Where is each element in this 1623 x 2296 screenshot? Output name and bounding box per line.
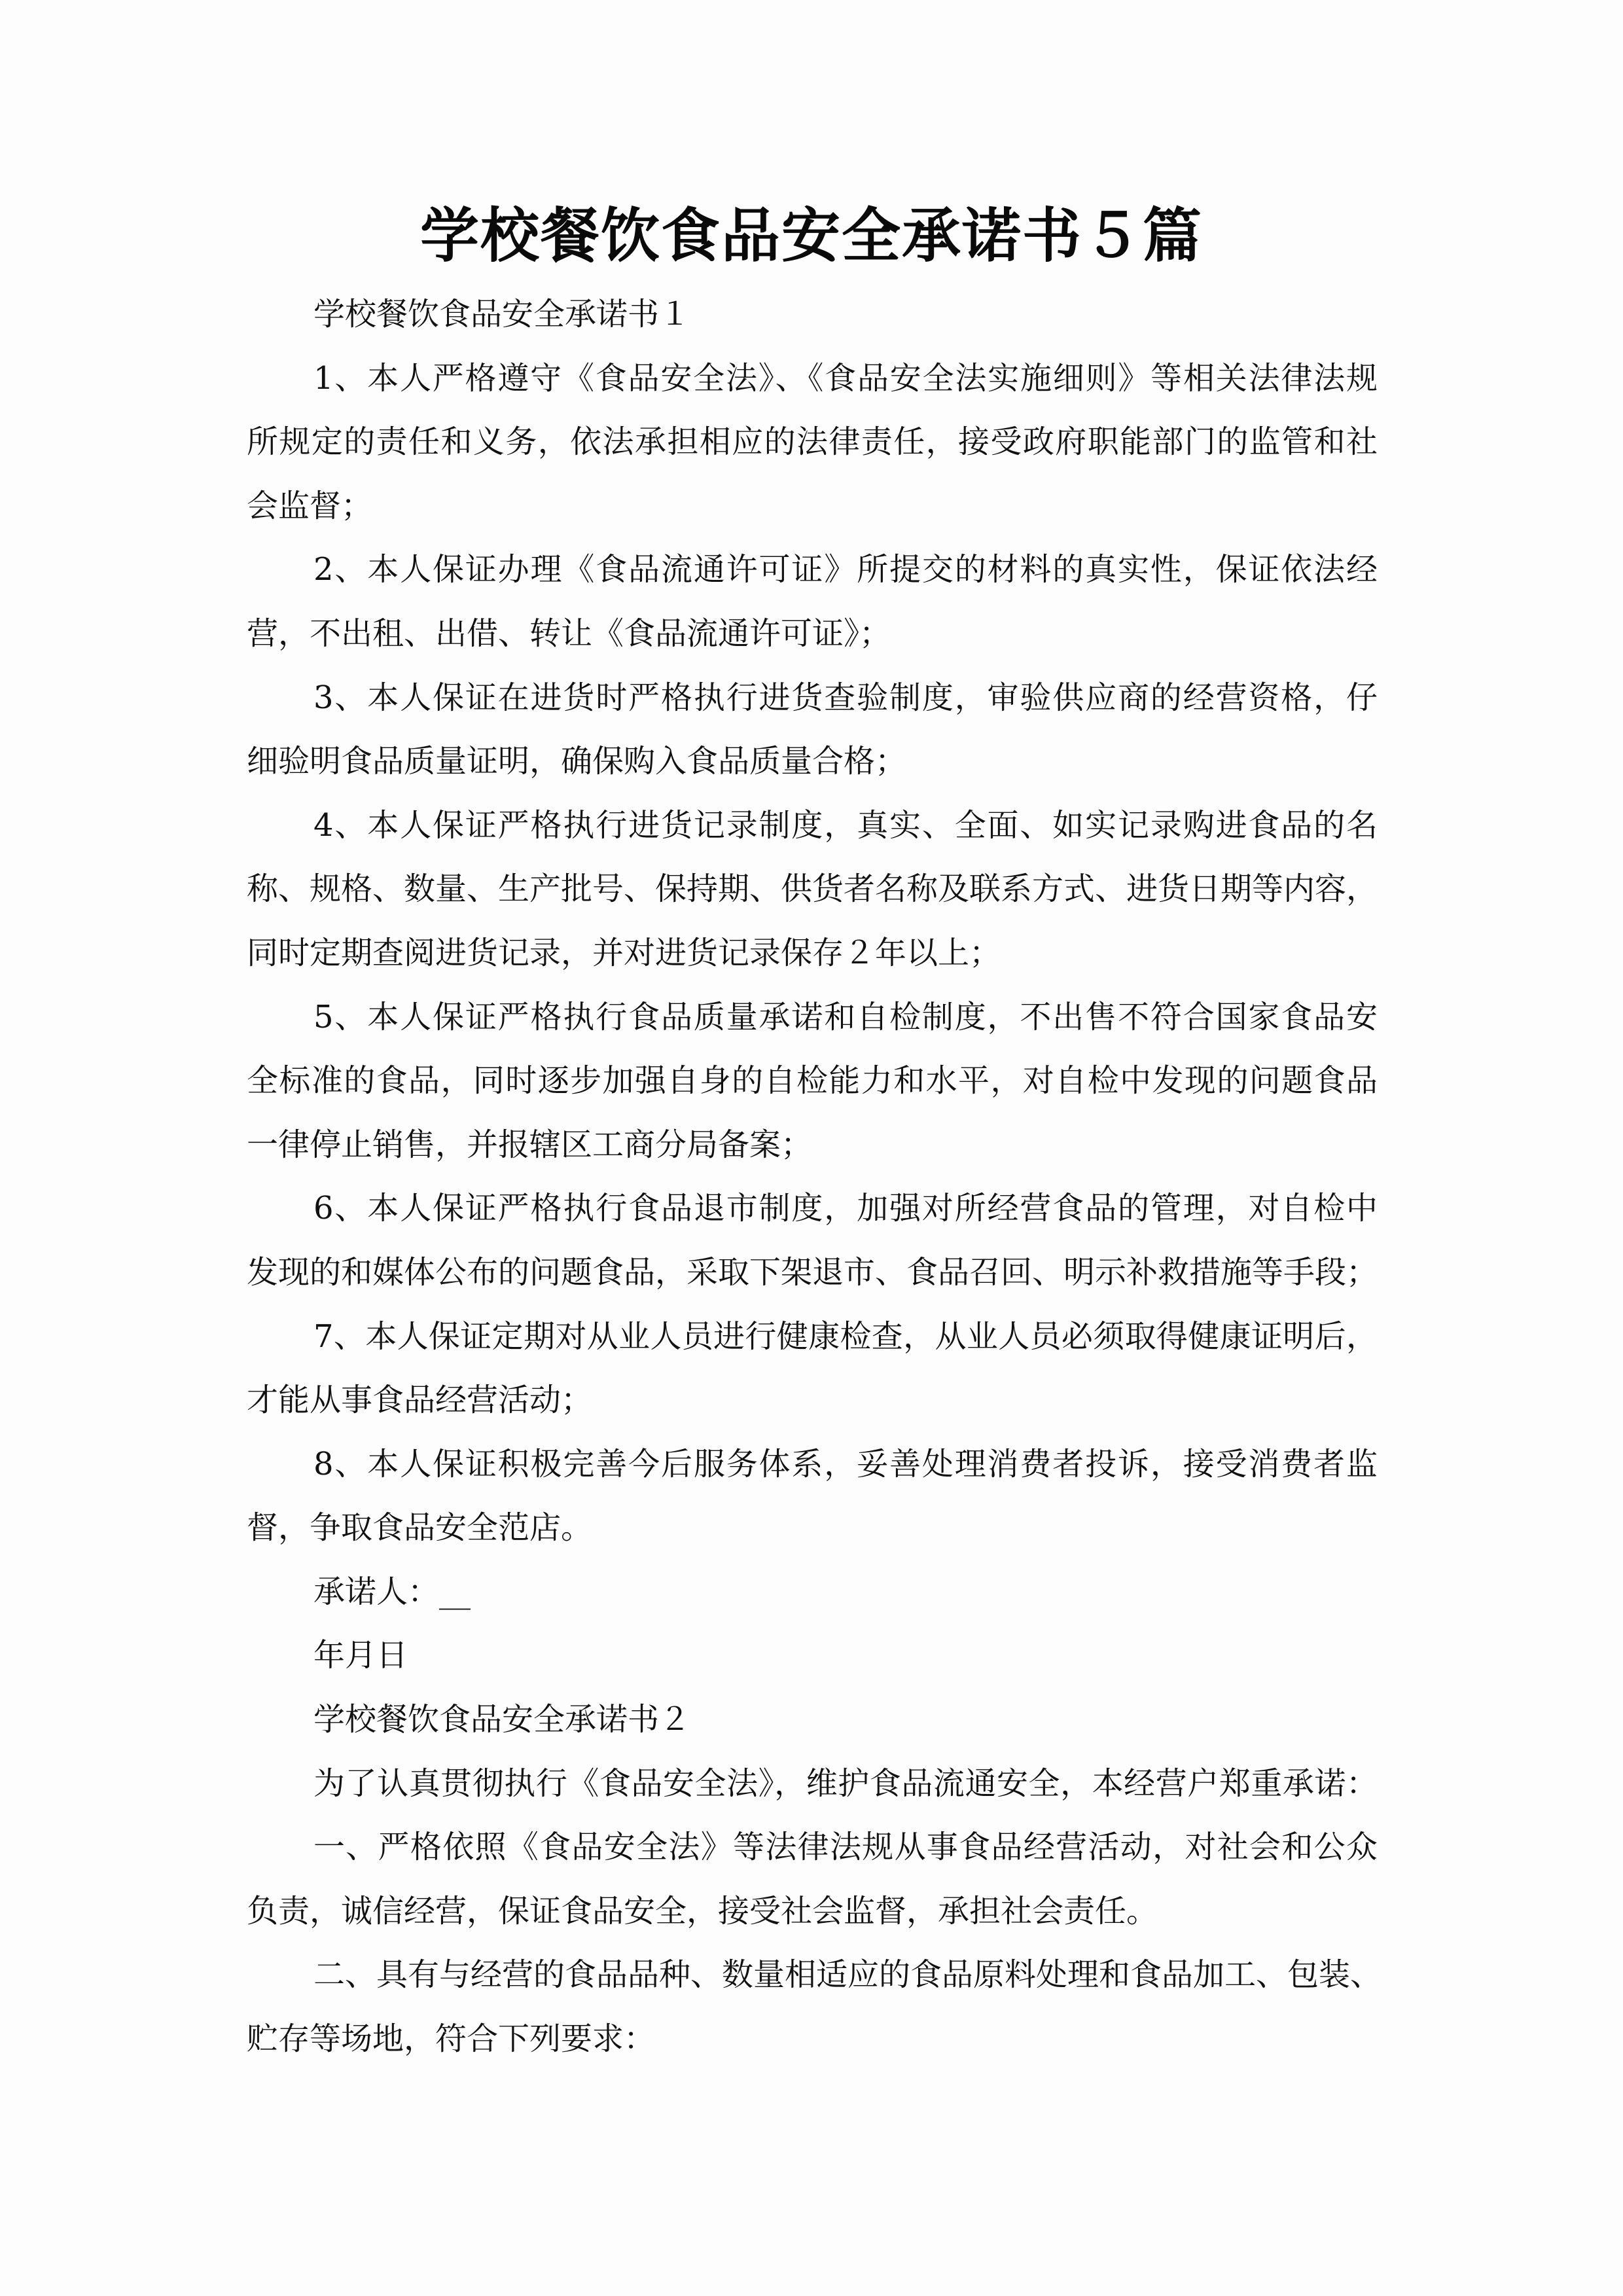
paragraph-line: 一、严格依照《食品安全法》等法律法规从事食品经营活动，对社会和公众: [313, 1829, 1378, 1866]
paragraph-line: 营，不出租、出借、转让《食品流通许可证》；: [247, 615, 891, 652]
paragraph-line: 6、本人保证严格执行食品退市制度，加强对所经营食品的管理，对自检中: [313, 1190, 1378, 1227]
paragraph-line: 4、本人保证严格执行进货记录制度，真实、全面、如实记录购进食品的名: [313, 806, 1378, 844]
paragraph-line: 一律停止销售，并报辖区工商分局备案；: [247, 1126, 813, 1163]
document-body: [247, 283, 1382, 2072]
paragraph-line: 细验明食品质量证明，确保购入食品质量合格；: [247, 743, 907, 780]
paragraph-line: 为了认真贯彻执行《食品安全法》，维护食品流通安全，本经营户郑重承诺：: [313, 1765, 1378, 1802]
paragraph-line: 2、本人保证办理《食品流通许可证》所提交的材料的真实性，保证依法经: [313, 551, 1378, 588]
paragraph-line: 负责，诚信经营，保证食品安全，接受社会监督，承担社会责任。: [247, 1892, 1158, 1929]
signature-line: 承诺人：__: [313, 1573, 471, 1610]
paragraph-line: 督，争取食品安全范店。: [247, 1509, 593, 1547]
paragraph-line: 会监督；: [247, 487, 373, 524]
document-title: 学校餐饮食品安全承诺书５篇: [420, 202, 1203, 270]
paragraph-line: 发现的和媒体公布的问题食品，采取下架退市、食品召回、明示补救措施等手段；: [247, 1253, 1378, 1291]
paragraph-line: 所规定的责任和义务，依法承担相应的法律责任，接受政府职能部门的监管和社: [247, 423, 1378, 461]
paragraph-line: 称、规格、数量、生产批号、保持期、供货者名称及联系方式、进货日期等内容，: [247, 870, 1378, 908]
paragraph-line: 1、本人严格遵守《食品安全法》、《食品安全法实施细则》等相关法律法规: [313, 359, 1378, 397]
paragraph-line: 贮存等场地，符合下列要求：: [247, 2020, 656, 2058]
paragraph-line: 5、本人保证严格执行食品质量承诺和自检制度，不出售不符合国家食品安: [313, 998, 1378, 1035]
paragraph-line: 才能从事食品经营活动；: [247, 1382, 593, 1419]
paragraph-line: 7、本人保证定期对从业人员进行健康检查，从业人员必须取得健康证明后，: [313, 1318, 1378, 1355]
paragraph-line: 3、本人保证在进货时严格执行进货查验制度，审验供应商的经营资格，仔: [313, 679, 1378, 716]
paragraph-line: 8、本人保证积极完善今后服务体系，妥善处理消费者投诉，接受消费者监: [313, 1445, 1378, 1482]
paragraph-line: 全标准的食品，同时逐步加强自身的自检能力和水平，对自检中发现的问题食品: [247, 1062, 1378, 1100]
section-heading: 学校餐饮食品安全承诺书２: [313, 1701, 691, 1738]
section-heading: 学校餐饮食品安全承诺书１: [313, 296, 691, 332]
paragraph-line: 二、具有与经营的食品品种、数量相适应的食品原料处理和食品加工、包装、: [313, 1956, 1382, 1994]
date-line: 年月日: [313, 1637, 408, 1674]
paragraph-line: 同时定期查阅进货记录，并对进货记录保存２年以上；: [247, 934, 1001, 971]
